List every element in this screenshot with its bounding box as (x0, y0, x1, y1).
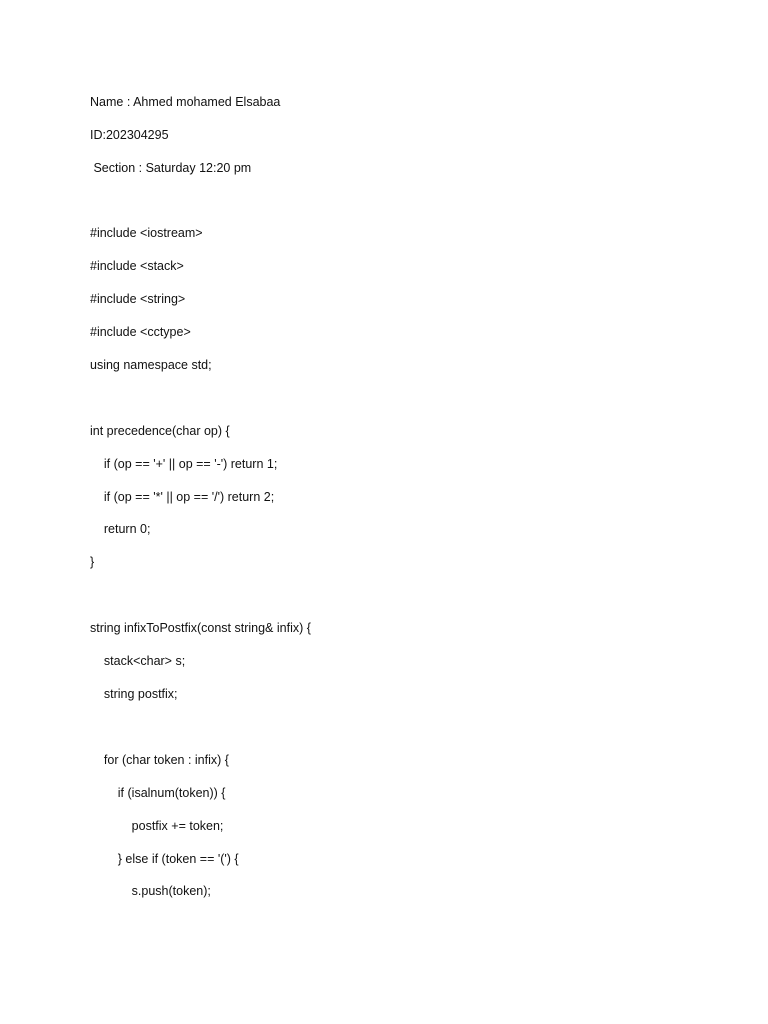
code-line: } (90, 555, 95, 569)
student-id: ID:202304295 (90, 128, 169, 142)
code-line: postfix += token; (90, 819, 224, 833)
code-line: #include <stack> (90, 259, 184, 273)
code-line: if (op == '+' || op == '-') return 1; (90, 457, 278, 471)
code-line: string postfix; (90, 687, 178, 701)
code-line: if (isalnum(token)) { (90, 786, 226, 800)
code-line: #include <iostream> (90, 226, 203, 240)
code-line: return 0; (90, 522, 151, 536)
code-line: for (char token : infix) { (90, 753, 229, 767)
section-info: Section : Saturday 12:20 pm (90, 161, 252, 175)
code-line: s.push(token); (90, 884, 211, 898)
code-line: int precedence(char op) { (90, 424, 230, 438)
code-line: using namespace std; (90, 358, 212, 372)
code-line: #include <cctype> (90, 325, 191, 339)
code-line: if (op == '*' || op == '/') return 2; (90, 490, 275, 504)
code-line: } else if (token == '(') { (90, 852, 239, 866)
code-line: #include <string> (90, 292, 186, 306)
code-line: string infixToPostfix(const string& infix) { (90, 621, 311, 635)
code-line: stack<char> s; (90, 654, 186, 668)
student-name: Name : Ahmed mohamed Elsabaa (90, 95, 281, 109)
